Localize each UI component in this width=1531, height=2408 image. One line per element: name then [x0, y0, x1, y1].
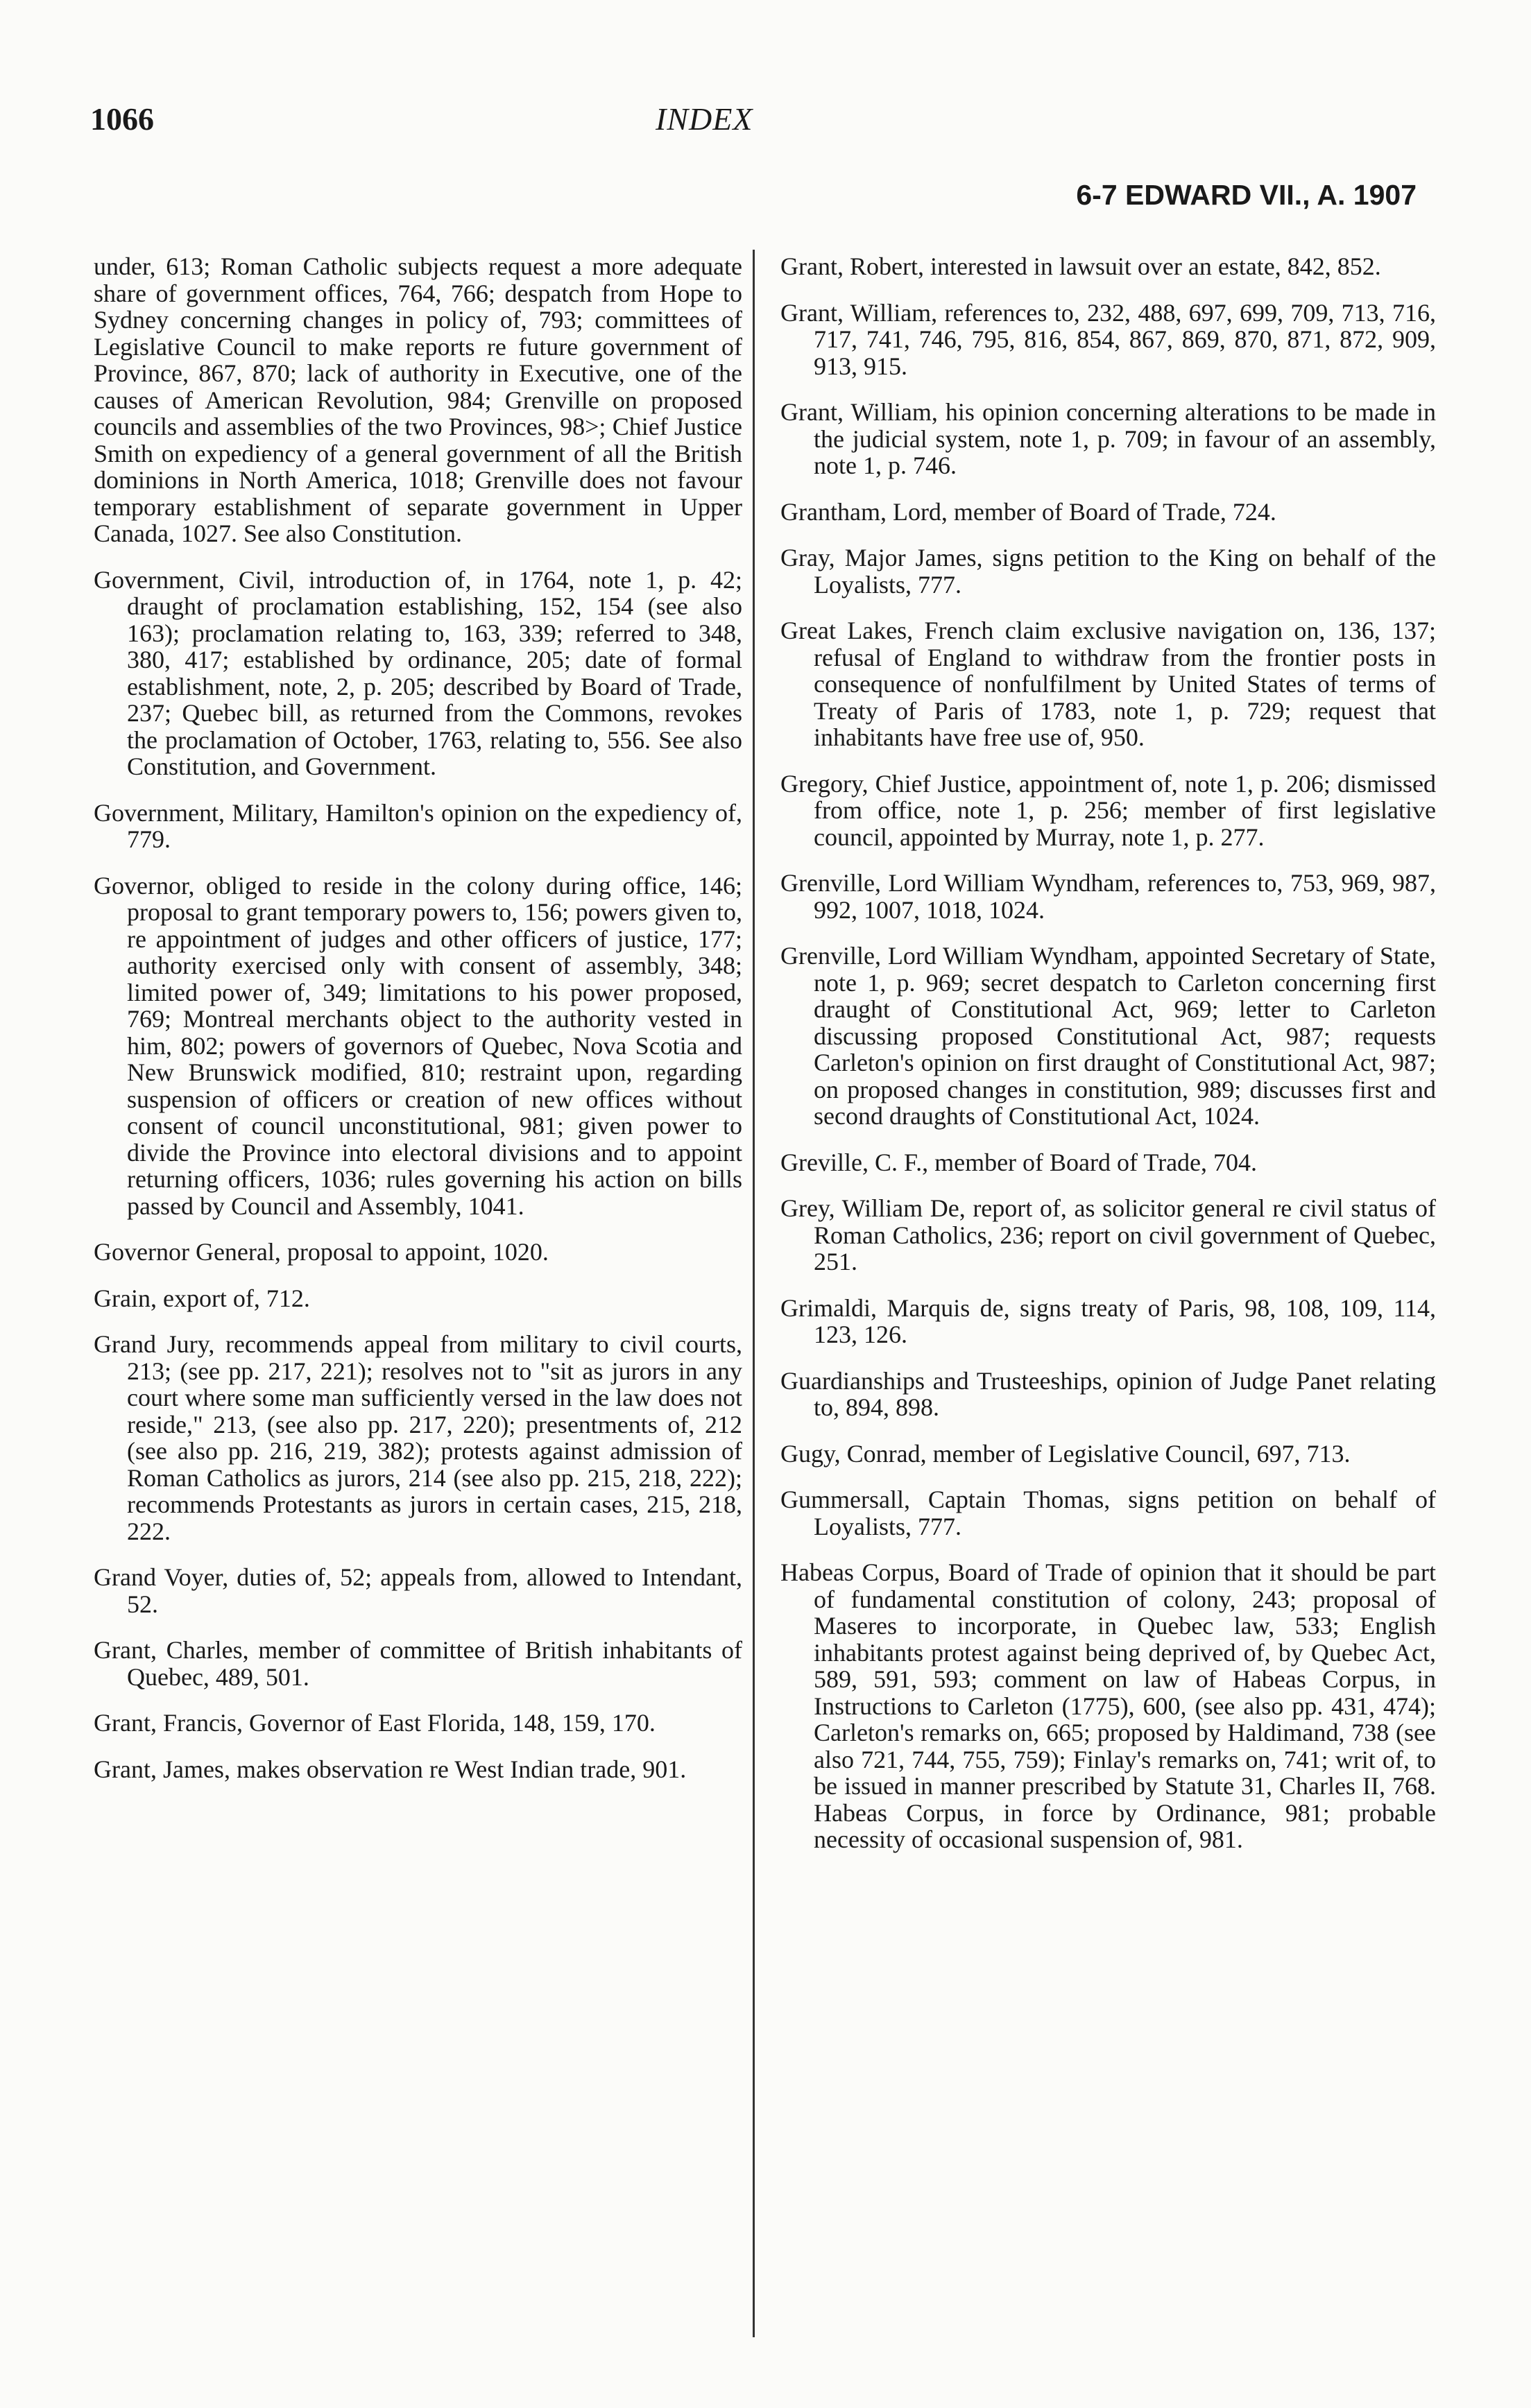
index-entry: Gregory, Chief Justice, appointment of, note 1, p. 206; dismissed from office, note 1, p. 256; member of first legislative council, appointed by Murray, note 1, p. 277.: [780, 769, 1436, 851]
index-entry: Grenville, Lord William Wyndham, references to, 753, 969, 987, 992, 1007, 1018, 1024.: [780, 869, 1436, 924]
index-entry: Government, Civil, introduction of, in 1764, note 1, p. 42; draught of proclamation establishing, 152, 154 (see also 163); proclamation relating to, 163, 339; referred to 348, 380, 417; established by ordinance, 205; date of formal establishment, note, 2, p. 205; described by Board of Trade, 237; Quebec bill, as returned from the Commons, revokes the proclamation of October, 1763, relating to, 556. See also Constitution, and Government.: [94, 565, 742, 780]
index-entry: Gugy, Conrad, member of Legislative Council, 697, 713.: [780, 1439, 1351, 1468]
index-entry: Greville, C. F., member of Board of Trade, 704.: [780, 1148, 1258, 1176]
index-entry: Governor, obliged to reside in the colony during office, 146; proposal to grant temporary powers to, 156; powers given to, re appointment of judges and other officers of justice, 177; authority exercised only with consent of assembly, 348; limited power of, 349; limitations to his power proposed, 769; Montreal merchants object to the authority vested in him, 802; powers of governors of Quebec, Nova Scotia and New Brunswick modified, 810; restraint upon, regarding suspension of officers or creation of new offices without consent of council unconstitutional, 981; given power to divide the Province into electoral divisions and to appoint returning officers, 1036; rules governing his action on bills passed by Council and Assembly, 1041.: [94, 871, 742, 1220]
index-entry: Grant, Robert, interested in lawsuit over an estate, 842, 852.: [780, 252, 1381, 280]
left-column: [94, 253, 742, 1802]
index-entry: Great Lakes, French claim exclusive navigation on, 136, 137; refusal of England to withdraw from the frontier posts in consequence of nonfulfilment by United States of terms of Treaty of Paris of 1783, note 1, p. 729; request that inhabitants have free use of, 950.: [780, 617, 1436, 751]
index-entry: Grand Voyer, duties of, 52; appeals from, allowed to Intendant, 52.: [94, 1563, 742, 1618]
index-entry: Habeas Corpus, Board of Trade of opinion that it should be part of fundamental constitution of colony, 243; proposal of Maseres to incorporate, in Quebec law, 533; English inhabitants protest against being deprived of, by Quebec Act, 589, 591, 593; comment on law of Habeas Corpus, in Instructions to Carleton (1775), 600, (see also pp. 431, 474); Carleton's remarks on, 665; proposed by Haldimand, 738 (see also 721, 744, 755, 759); Finlay's remarks on, 741; writ of, to be issued in manner prescribed by Statute 31, Charles II, 768. Habeas Corpus, in force by Ordinance, 981; probable necessity of occasional suspension of, 981.: [780, 1558, 1436, 1853]
index-entry: Gummersall, Captain Thomas, signs petition on behalf of Loyalists, 777.: [780, 1486, 1436, 1540]
index-entry: Grand Jury, recommends appeal from military to civil courts, 213; (see pp. 217, 221); resolves not to "sit as jurors in any court where some man sufficiently versed in the law does not reside," 213, (see also pp. 217, 220); presentments of, 212 (see also pp. 216, 219, 382); protests against admission of Roman Catholics as jurors, 214 (see also pp. 215, 218, 222); recommends Protestants as jurors in certain cases, 215, 218, 222.: [94, 1330, 742, 1545]
index-entry: Grantham, Lord, member of Board of Trade, 724.: [780, 497, 1276, 526]
column-divider: [753, 250, 755, 2337]
index-entry: Grenville, Lord William Wyndham, appointed Secretary of State, note 1, p. 969; secret despatch to Carleton concerning first draught of Constitutional Act, 969; letter to Carleton discussing proposed Constitutional Act, 987; requests Carleton's opinion on first draught of Constitutional Act, 987; on proposed changes in constitution, 989; discusses first and second draughts of Constitutional Act, 1024.: [780, 942, 1436, 1130]
index-entry: Governor General, proposal to appoint, 1020.: [94, 1238, 549, 1266]
index-entry: Grimaldi, Marquis de, signs treaty of Paris, 98, 108, 109, 114, 123, 126.: [780, 1293, 1436, 1348]
index-entry: Grant, William, references to, 232, 488, 697, 699, 709, 713, 716, 717, 741, 746, 795, 816, 854, 867, 869, 870, 871, 872, 909, 913, 915.: [780, 298, 1436, 380]
index-entry: Grant, Charles, member of committee of British inhabitants of Quebec, 489, 501.: [94, 1636, 742, 1691]
continued-entry: under, 613; Roman Catholic subjects request a more adequate share of government offices, 764, 766; despatch from Hope to Sydney concerning changes in policy of, 793; committees of Legislative Council to make reports re future government of Province, 867, 870; lack of authority in Executive, one of the causes of American Revolution, 984; Grenville on proposed councils and assemblies of the two Provinces, 98>; Chief Justice Smith on expediency of a general government of all the British dominions in North America, 1018; Grenville does not favour temporary establishment of separate government in Upper Canada, 1027. See also Constitution.: [94, 252, 742, 547]
right-column: [780, 253, 1436, 1873]
index-entry: Grain, export of, 712.: [94, 1284, 310, 1312]
page-title: INDEX: [656, 101, 753, 137]
index-entry: Government, Military, Hamilton's opinion on the expediency of, 779.: [94, 798, 742, 853]
index-entry: Grey, William De, report of, as solicitor general re civil status of Roman Catholics, 236; report on civil government of Quebec, 251.: [780, 1194, 1436, 1275]
index-entry: Grant, Francis, Governor of East Florida, 148, 159, 170.: [94, 1709, 656, 1737]
index-entry: Gray, Major James, signs petition to the King on behalf of the Loyalists, 777.: [780, 544, 1436, 599]
page-number: 1066: [90, 101, 154, 137]
index-entry: Grant, William, his opinion concerning alterations to be made in the judicial system, note 1, p. 709; in favour of an assembly, note 1, p. 746.: [780, 398, 1436, 479]
running-head: 6-7 EDWARD VII., A. 1907: [1076, 179, 1417, 211]
index-entry: Grant, James, makes observation re West Indian trade, 901.: [94, 1755, 687, 1783]
index-entry: Guardianships and Trusteeships, opinion of Judge Panet relating to, 894, 898.: [780, 1366, 1436, 1421]
